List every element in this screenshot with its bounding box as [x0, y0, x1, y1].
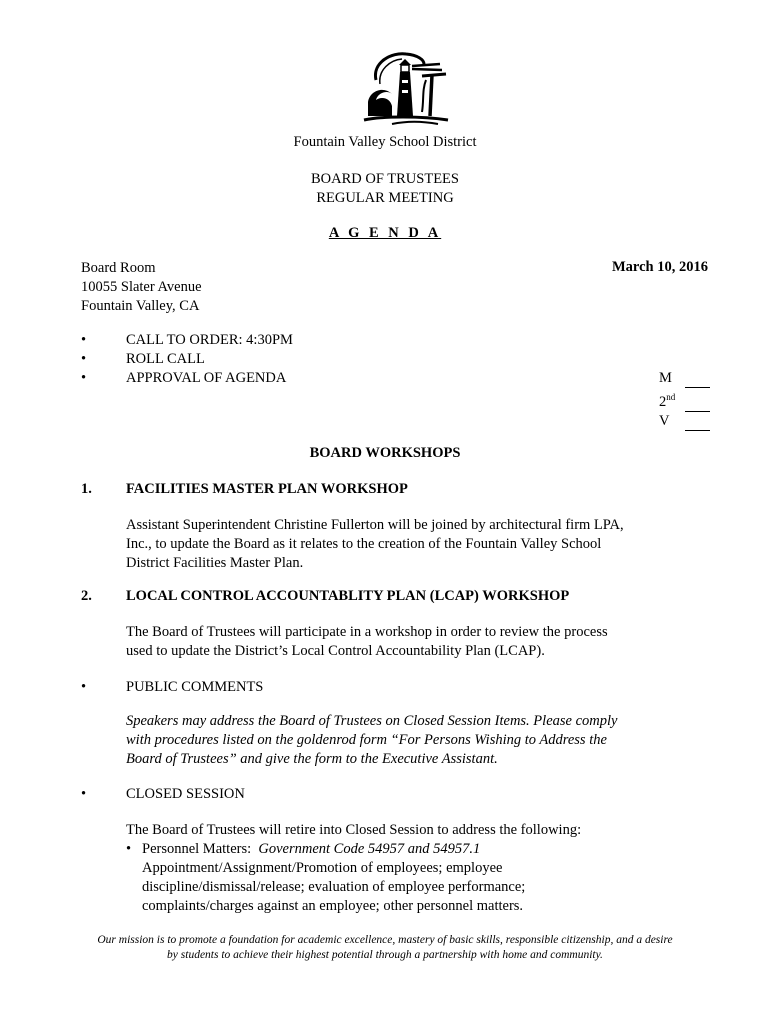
- meeting-location: [81, 259, 202, 316]
- bullet-icon: [81, 331, 126, 350]
- personnel-matters-text: [142, 840, 622, 916]
- mission-line: by students to achieve their highest potential through a partnership with home and community.: [167, 949, 603, 961]
- district-name: Fountain Valley School District: [293, 134, 477, 150]
- public-comments-item: [81, 679, 264, 696]
- list-item: [81, 350, 293, 369]
- paragraph-line: Assistant Superintendent Christine Fullerton will be joined by architectural firm LPA,: [126, 517, 624, 533]
- location-room: Board Room: [81, 260, 156, 276]
- public-comments-description: [126, 712, 656, 769]
- paragraph-line: discipline/dismissal/release; evaluation of employee performance;: [142, 879, 526, 895]
- second-label-base: 2: [659, 393, 667, 410]
- motion-blank-line: [685, 373, 710, 388]
- workshops-heading: BOARD WORKSHOPS: [309, 445, 461, 461]
- vote-blank-line: [685, 416, 710, 431]
- agenda-heading-text: A G E N D A: [328, 225, 442, 241]
- paragraph-line: The Board of Trustees will participate in a workshop in order to review the process: [126, 624, 608, 640]
- list-item-text: CALL TO ORDER: 4:30PM: [126, 332, 293, 348]
- bullet-icon: [81, 350, 126, 369]
- item-number: 1.: [81, 481, 92, 497]
- agenda-heading: [0, 225, 770, 242]
- bullet-icon: •: [81, 786, 87, 802]
- public-comments-label: PUBLIC COMMENTS: [126, 679, 264, 695]
- mission-line: Our mission is to promote a foundation for academic excellence, mastery of basic skills, responsible citizenship, and a desire: [97, 934, 673, 946]
- list-item-text: ROLL CALL: [126, 351, 205, 367]
- location-street: 10055 Slater Avenue: [81, 279, 202, 295]
- item-number: 2.: [81, 588, 92, 604]
- bullet-icon: •: [81, 679, 87, 695]
- workshop-1-description: [126, 516, 656, 573]
- vote-label: V: [659, 412, 670, 429]
- personnel-matters-item: [126, 840, 656, 916]
- motion-row: [659, 369, 710, 388]
- workshop-2-description: [126, 623, 656, 661]
- closed-session-intro: The Board of Trustees will retire into Closed Session to address the following:: [126, 822, 582, 838]
- personnel-matters-label: Personnel Matters:: [142, 841, 252, 857]
- bullet-icon: •: [126, 841, 132, 857]
- meeting-title: [0, 170, 770, 208]
- list-item-text: APPROVAL OF AGENDA: [126, 370, 287, 386]
- meeting-type-line: REGULAR MEETING: [316, 190, 454, 206]
- paragraph-line: Inc., to update the Board as it relates to the creation of the Fountain Valley School: [126, 536, 602, 552]
- motion-label: M: [659, 370, 672, 386]
- closed-session-label: CLOSED SESSION: [126, 786, 245, 802]
- list-item: [81, 331, 293, 350]
- mission-statement: [0, 933, 770, 963]
- paragraph-line: complaints/charges against an employee; other personnel matters.: [142, 898, 524, 914]
- closed-session-item: [81, 786, 245, 803]
- board-title-line: BOARD OF TRUSTEES: [311, 171, 459, 187]
- location-city: Fountain Valley, CA: [81, 298, 200, 314]
- government-code: Government Code 54957 and 54957.1: [258, 841, 481, 857]
- paragraph-line: Appointment/Assignment/Promotion of employees; employee: [142, 860, 503, 876]
- second-label: [659, 388, 685, 412]
- paragraph-line: used to update the District’s Local Control Accountability Plan (LCAP).: [126, 643, 545, 659]
- bullet-icon: [81, 369, 126, 388]
- meeting-date: March 10, 2016: [612, 259, 708, 275]
- item-title: LOCAL CONTROL ACCOUNTABLITY PLAN (LCAP) WORKSHOP: [126, 588, 570, 604]
- personnel-matters-heading: [142, 840, 622, 859]
- opening-items-list: [81, 331, 293, 388]
- vote-row: [659, 412, 710, 431]
- item-title: FACILITIES MASTER PLAN WORKSHOP: [126, 481, 408, 497]
- paragraph-line: Speakers may address the Board of Trustees on Closed Session Items. Please comply: [126, 713, 618, 729]
- motion-vote-block: [659, 369, 710, 431]
- second-label-sup: nd: [666, 392, 676, 402]
- lighthouse-logo-icon: [362, 50, 450, 128]
- paragraph-line: with procedures listed on the goldenrod form “For Persons Wishing to Address the: [126, 732, 607, 748]
- second-blank-line: [685, 397, 710, 412]
- paragraph-line: District Facilities Master Plan.: [126, 555, 304, 571]
- list-item: [81, 369, 293, 388]
- paragraph-line: Board of Trustees” and give the form to the Executive Assistant.: [126, 751, 498, 767]
- second-row: [659, 388, 710, 412]
- closed-session-description: [126, 821, 656, 916]
